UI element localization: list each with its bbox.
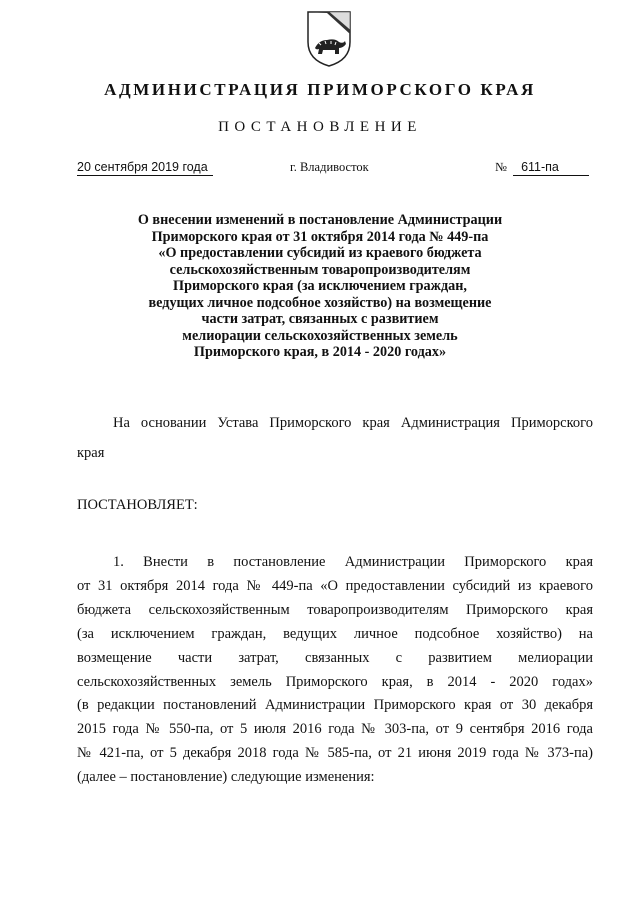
basis-line: На основании Устава Приморского края Администрация Приморского <box>113 415 593 431</box>
item-1-paragraph <box>77 551 593 790</box>
number-value: 611-па <box>513 160 589 176</box>
decree-word: ПОСТАНОВЛЯЕТ: <box>77 497 198 513</box>
item-line: от 31 октября 2014 года № 449-па «О предоставлении субсидий из краевого <box>77 577 593 594</box>
subject-line: части затрат, связанных с развитием <box>201 311 439 327</box>
subject-line: Приморского края от 31 октября 2014 года № 449-па <box>151 228 489 245</box>
number-prefix: № <box>495 160 507 174</box>
subject-line: «О предоставлении субсидий из краевого бюджета <box>158 245 482 261</box>
item-line: бюджета сельскохозяйственным товаропроизводителям Приморского края <box>77 601 593 618</box>
document-date: 20 сентября 2019 года <box>77 160 213 176</box>
subject-line: ведущих личное подсобное хозяйство) на возмещение <box>148 294 492 311</box>
document-subject <box>100 212 540 361</box>
item-line: (в редакции постановлений Администрации Приморского края от 30 декабря <box>77 697 593 714</box>
basis-paragraph <box>77 408 593 468</box>
document-type: ПОСТАНОВЛЕНИЕ <box>218 119 422 135</box>
coat-of-arms-emblem <box>305 8 353 68</box>
item-line: (за исключением граждан, ведущих личное подсобное хозяйство) на <box>77 625 593 642</box>
organization-title: АДМИНИСТРАЦИЯ ПРИМОРСКОГО КРАЯ <box>104 80 536 99</box>
item-line: сельскохозяйственных земель Приморского края, в 2014 - 2020 годах» <box>77 673 593 690</box>
item-line: (далее – постановление) следующие изменения: <box>77 769 375 786</box>
item-line: 2015 года № 550-па, от 5 июля 2016 года № 303-па, от 9 сентября 2016 года <box>77 721 593 738</box>
item-line: 1. Внести в постановление Администрации Приморского края <box>113 554 593 570</box>
subject-line: мелиорации сельскохозяйственных земель <box>182 327 458 344</box>
subject-line: Приморского края (за исключением граждан, <box>173 278 467 294</box>
document-number <box>495 160 589 176</box>
document-city: г. Владивосток <box>290 160 369 174</box>
subject-line: Приморского края, в 2014 - 2020 годах» <box>193 344 447 360</box>
basis-line: края <box>77 445 105 461</box>
subject-line: О внесении изменений в постановление Администрации <box>137 212 503 228</box>
item-line: возмещение части затрат, связанных с развитием мелиорации <box>77 649 593 666</box>
item-line: № 421-па, от 5 декабря 2018 года № 585-па, от 21 июня 2019 года № 373-па) <box>77 745 593 762</box>
subject-line: сельскохозяйственным товаропроизводителям <box>169 261 471 278</box>
